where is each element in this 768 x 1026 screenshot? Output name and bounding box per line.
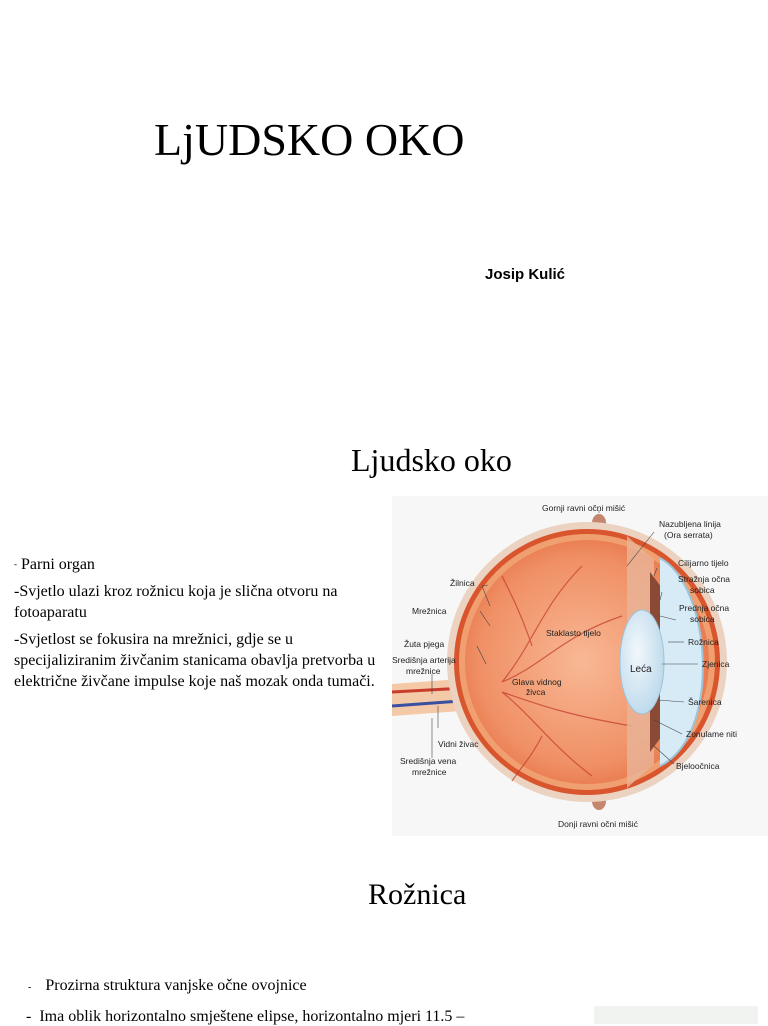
label-pupil: Zjenica <box>702 659 730 669</box>
label-lens: Leća <box>630 664 652 675</box>
slide2-bullet-list <box>14 554 386 698</box>
label-iris: Šarenica <box>688 697 722 707</box>
label-cornea: Rožnica <box>688 637 719 647</box>
label-vitreous-body: Staklasto tijelo <box>546 628 601 638</box>
label-central-artery: Središnja arterija <box>392 655 456 665</box>
label-anterior-chamber: Prednja očna <box>679 603 730 613</box>
bullet-item <box>14 554 386 575</box>
bullet-text: Prozirna struktura vanjske očne ovojnice <box>45 977 307 994</box>
label-retina: Mrežnica <box>412 606 447 616</box>
label-sclera: Bjeloočnica <box>676 761 720 771</box>
label-optic-nerve: Vidni živac <box>438 739 479 749</box>
label-posterior-chamber-2: sobica <box>690 585 715 595</box>
label-ciliary-body: Cilijarno tijelo <box>678 558 729 568</box>
label-posterior-chamber: Stražnja očna <box>678 574 730 584</box>
label-optic-disc-2: živca <box>526 687 546 697</box>
lens <box>620 610 664 714</box>
bullet-dash: - <box>28 982 32 993</box>
label-inferior-rectus: Donji ravni očni mišić <box>558 819 638 829</box>
slide3-bullet-item <box>26 1008 464 1026</box>
label-zonular-fibers: Zonulame niti <box>686 729 738 739</box>
slide1-author: Josip Kulić <box>485 266 566 283</box>
label-optic-disc: Glava vidnog <box>512 677 562 687</box>
bullet-dash: - <box>26 1008 32 1025</box>
label-central-artery-2: mrežnice <box>406 666 441 676</box>
bullet-text: Parni organ <box>17 556 95 573</box>
bullet-text: Svjetlo ulazi kroz rožnicu koja je slična otvoru na fotoaparatu <box>14 583 338 621</box>
label-macula: Žuta pjega <box>404 639 445 649</box>
slide3-title: Rožnica <box>368 878 467 911</box>
label-anterior-chamber-2: sobica <box>690 614 715 624</box>
label-central-vein: Središnja vena <box>400 756 457 766</box>
slide1-title: LjUDSKO OKO <box>154 114 465 165</box>
bullet-dash: - <box>14 559 17 569</box>
bullet-text: Ima oblik horizontalno smještene elipse, horizontalno mjeri 11.5 – <box>39 1008 465 1025</box>
label-ora-serrata-latin: (Ora serrata) <box>664 530 713 540</box>
eye-anatomy-diagram <box>392 496 768 836</box>
label-superior-rectus: Gornji ravni očni mišić <box>542 503 626 513</box>
label-choroid: Žilnica <box>450 578 475 588</box>
bullet-text: Svjetlost se fokusira na mrežnici, gdje se u specijaliziranim živčanim stanicama obavlja pretvorba u električne živčane impulse koje naš mozak onda tumači. <box>14 631 376 690</box>
bullet-dash: - <box>14 631 20 648</box>
slide2-title: Ljudsko oko <box>351 442 512 478</box>
bullet-item <box>14 581 386 623</box>
bullet-dash: - <box>14 583 20 600</box>
cornea-image-partial <box>594 1006 758 1024</box>
bullet-item <box>14 629 386 692</box>
slide3-bullet-item <box>28 977 307 995</box>
label-ora-serrata: Nazubljena linija <box>659 519 721 529</box>
label-central-vein-2: mrežnice <box>412 767 447 777</box>
